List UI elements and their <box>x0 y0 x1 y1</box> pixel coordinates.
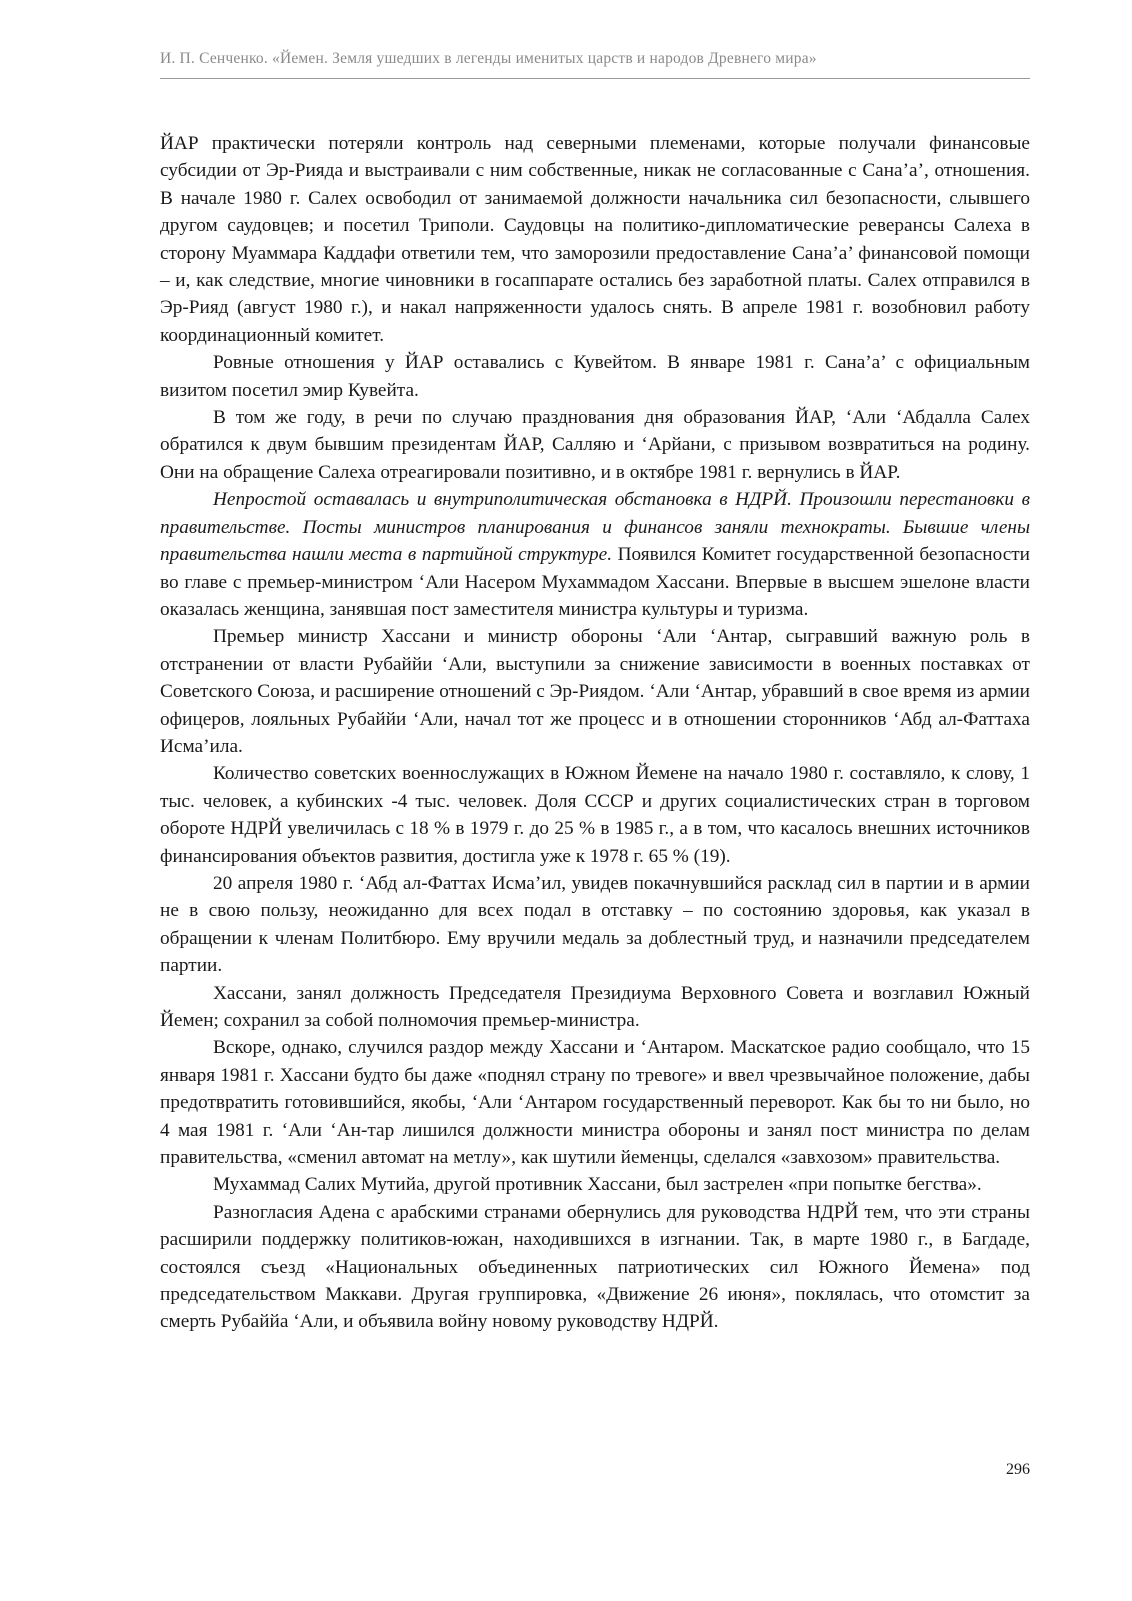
paragraph-4-italic-lead: Непростой оставалась и внутриполитическая обстановка в НДРЙ. Произошли перестановки в правительстве. Посты министров планирования и финансов заняли технократы. Бывшие члены правительства нашли места в партийной структуре. <box>160 489 1030 566</box>
paragraph-3: В том же году, в речи по случаю празднования дня образования ЙАР, ‘Али ‘Абдалла Салех обратился к двум бывшим президентам ЙАР, Салляю и ‘Арйани, с призывом возвратиться на родину. Они на обращение Салеха отреагировали позитивно, и в октябре 1981 г. вернулись в ЙАР. <box>160 407 1030 483</box>
body-text <box>160 130 1030 1336</box>
header-divider <box>160 78 1030 79</box>
paragraph-7: 20 апреля 1980 г. ‘Абд ал-Фаттах Исма’ил, увидев покачнувшийся расклад сил в партии и в армии не в свою пользу, неожиданно для всех подал в отставку – по состоянию здоровья, как указал в обращении к членам Политбюро. Ему вручили медаль за доблестный труд, и назначили председателем партии. <box>160 872 1030 977</box>
paragraph-1: ЙАР практически потеряли контроль над северными племенами, которые получали финансовые субсидии от Эр-Рияда и выстраивали с ним собственные, никак не согласованные с Сана’а’, отношения. В начале 1980 г. Салех освободил от занимаемой должности начальника сил безопасности, слывшего другом саудовцев; и посетил Триполи. Саудовцы на политико-дипломатические реверансы Салеха в сторону Муаммара Каддафи ответили тем, что заморозили предоставление Сана’а’ финансовой помощи – и, как следствие, многие чиновники в госаппарате остались без заработной платы. Салех отправился в Эр-Рияд (август 1980 г.), и накал напряженности удалось снять. В апреле 1981 г. возобновил работу координационный комитет. <box>160 133 1030 346</box>
paragraph-2: Ровные отношения у ЙАР оставались с Кувейтом. В январе 1981 г. Сана’а’ с официальным визитом посетил эмир Кувейта. <box>160 352 1030 401</box>
running-header: И. П. Сенченко. «Йемен. Земля ушедших в легенды именитых царств и народов Древнего мира» <box>160 50 817 67</box>
paragraph-8: Хассани, занял должность Председателя Президиума Верховного Совета и возглавил Южный Йемен; сохранил за собой полномочия премьер-министра. <box>160 982 1030 1031</box>
paragraph-11: Разногласия Адена с арабскими странами обернулись для руководства НДРЙ тем, что эти страны расширили поддержку политиков-южан, находившихся в изгнании. Так, в марте 1980 г., в Багдаде, состоялся съезд «Национальных объединенных патриотических сил Южного Йемена» под председательством Маккави. Другая группировка, «Движение 26 июня», поклялась, что отомстит за смерть Рубаййа ‘Али, и объявила войну новому руководству НДРЙ. <box>160 1201 1030 1333</box>
paragraph-5: Премьер министр Хассани и министр обороны ‘Али ‘Антар, сыгравший важную роль в отстранении от власти Рубаййи ‘Али, выступили за снижение зависимости в военных поставках от Советского Союза, и расширение отношений с Эр-Риядом. ‘Али ‘Антар, убравший в свое время из армии офицеров, лояльных Рубаййи ‘Али, начал тот же процесс и в отношении сторонников ‘Абд ал-Фаттаха Исма’ила. <box>160 626 1030 757</box>
paragraph-4 <box>160 486 1030 623</box>
paragraph-10: Мухаммад Салих Мутийа, другой противник Хассани, был застрелен «при попытке бегства». <box>213 1174 982 1196</box>
paragraph-6: Количество советских военнослужащих в Южном Йемене на начало 1980 г. составляло, к слову, 1 тыс. человек, а кубинских -4 тыс. человек. Доля СССР и других социалистических стран в торговом обороте НДРЙ увеличилась с 18 % в 1979 г. до 25 % в 1985 г., а в том, что касалось внешних источников финансирования объектов развития, достигла уже к 1978 г. 65 % (19). <box>160 763 1030 867</box>
page-number: 296 <box>1006 1461 1030 1478</box>
paragraph-4-text: Появился Комитет государственной безопасности во главе с премьер-министром ‘Али Насером Мухаммадом Хассани. Впервые в высшем эшелоне власти оказалась женщина, занявшая пост заместителя министра культуры и туризма. <box>160 544 1030 620</box>
paragraph-9: Вскоре, однако, случился раздор между Хассани и ‘Антаром. Маскатское радио сообщало, что 15 января 1981 г. Хассани будто бы даже «поднял страну по тревоге» и ввел чрезвычайное положение, дабы предотвратить готовившийся, якобы, ‘Али ‘Антаром государственный переворот. Как бы то ни было, но 4 мая 1981 г. ‘Али ‘Ан-тар лишился должности министра обороны и занял пост министра по делам правительства, «сменил автомат на метлу», как шутили йеменцы, сделался «завхозом» правительства. <box>160 1037 1030 1169</box>
